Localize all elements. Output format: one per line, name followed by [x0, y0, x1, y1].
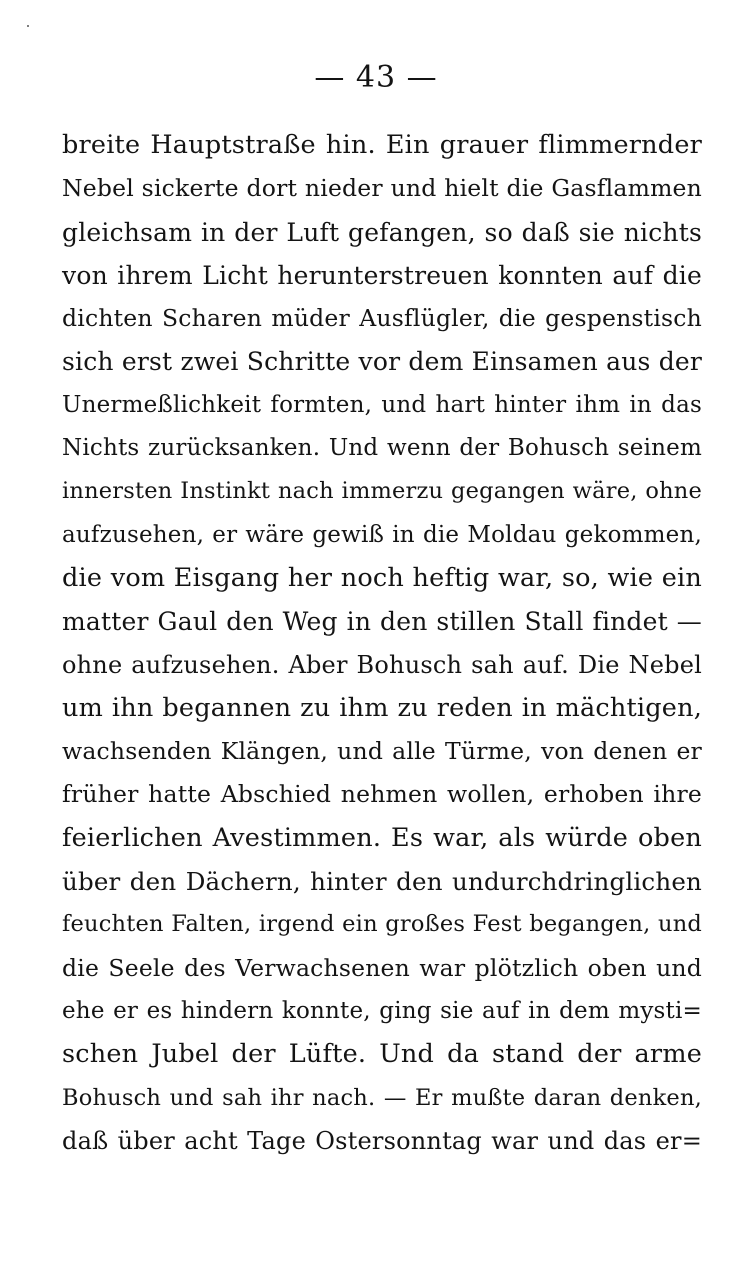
body-text: [62, 124, 702, 1163]
text-line: früher hatte Abschied nehmen wollen, erhoben ihre: [62, 780, 702, 809]
text-line: gleichsam in der Luft gefangen, so daß sie nichts: [62, 217, 702, 247]
text-line: ehe er es hindern konnte, ging sie auf in dem mysti=: [62, 997, 702, 1024]
text-line: schen Jubel der Lüfte. Und da stand der arme: [62, 1039, 702, 1070]
text-line: aufzusehen, er wäre gewiß in die Moldau gekommen,: [62, 521, 702, 548]
text-line: die vom Eisgang her noch heftig war, so, wie ein: [62, 562, 702, 593]
text-line: die Seele des Verwachsenen war plötzlich oben und: [62, 953, 702, 982]
text-line: über den Dächern, hinter den undurchdringlichen: [62, 867, 702, 897]
text-line: Nebel sickerte dort nieder und hielt die Gasflammen: [62, 174, 702, 203]
text-line: feuchten Falten, irgend ein großes Fest begangen, und: [62, 911, 702, 938]
text-line: daß über acht Tage Ostersonntag war und das er=: [62, 1126, 702, 1155]
text-line: sich erst zwei Schritte vor dem Einsamen aus der: [62, 347, 703, 377]
text-line: von ihrem Licht herunterstreuen konnten auf die: [62, 260, 702, 290]
text-line: Nichts zurücksanken. Und wenn der Bohusch seinem: [62, 435, 702, 462]
text-line: um ihn begannen zu ihm zu reden in mächtigen,: [62, 692, 702, 723]
text-line: ohne aufzusehen. Aber Bohusch sah auf. Die Nebel: [62, 650, 702, 679]
text-line: Bohusch und sah ihr nach. — Er mußte daran denken,: [62, 1084, 702, 1111]
text-line: Unermeßlichkeit formten, und hart hinter ihm in das: [62, 391, 702, 418]
text-line: dichten Scharen müder Ausflügler, die gespenstisch: [62, 304, 702, 333]
text-line: feierlichen Avestimmen. Es war, als würde oben: [62, 822, 702, 853]
text-line: innersten Instinkt nach immerzu gegangen wäre, ohne: [62, 478, 702, 505]
text-line: breite Hauptstraße hin. Ein grauer flimmernder: [62, 130, 702, 160]
text-line: matter Gaul den Weg in den stillen Stall findet —: [62, 607, 702, 637]
page-number-header: — 43 —: [314, 60, 438, 95]
text-line: wachsenden Klängen, und alle Türme, von denen er: [62, 737, 702, 766]
paper-speck: [27, 25, 29, 27]
